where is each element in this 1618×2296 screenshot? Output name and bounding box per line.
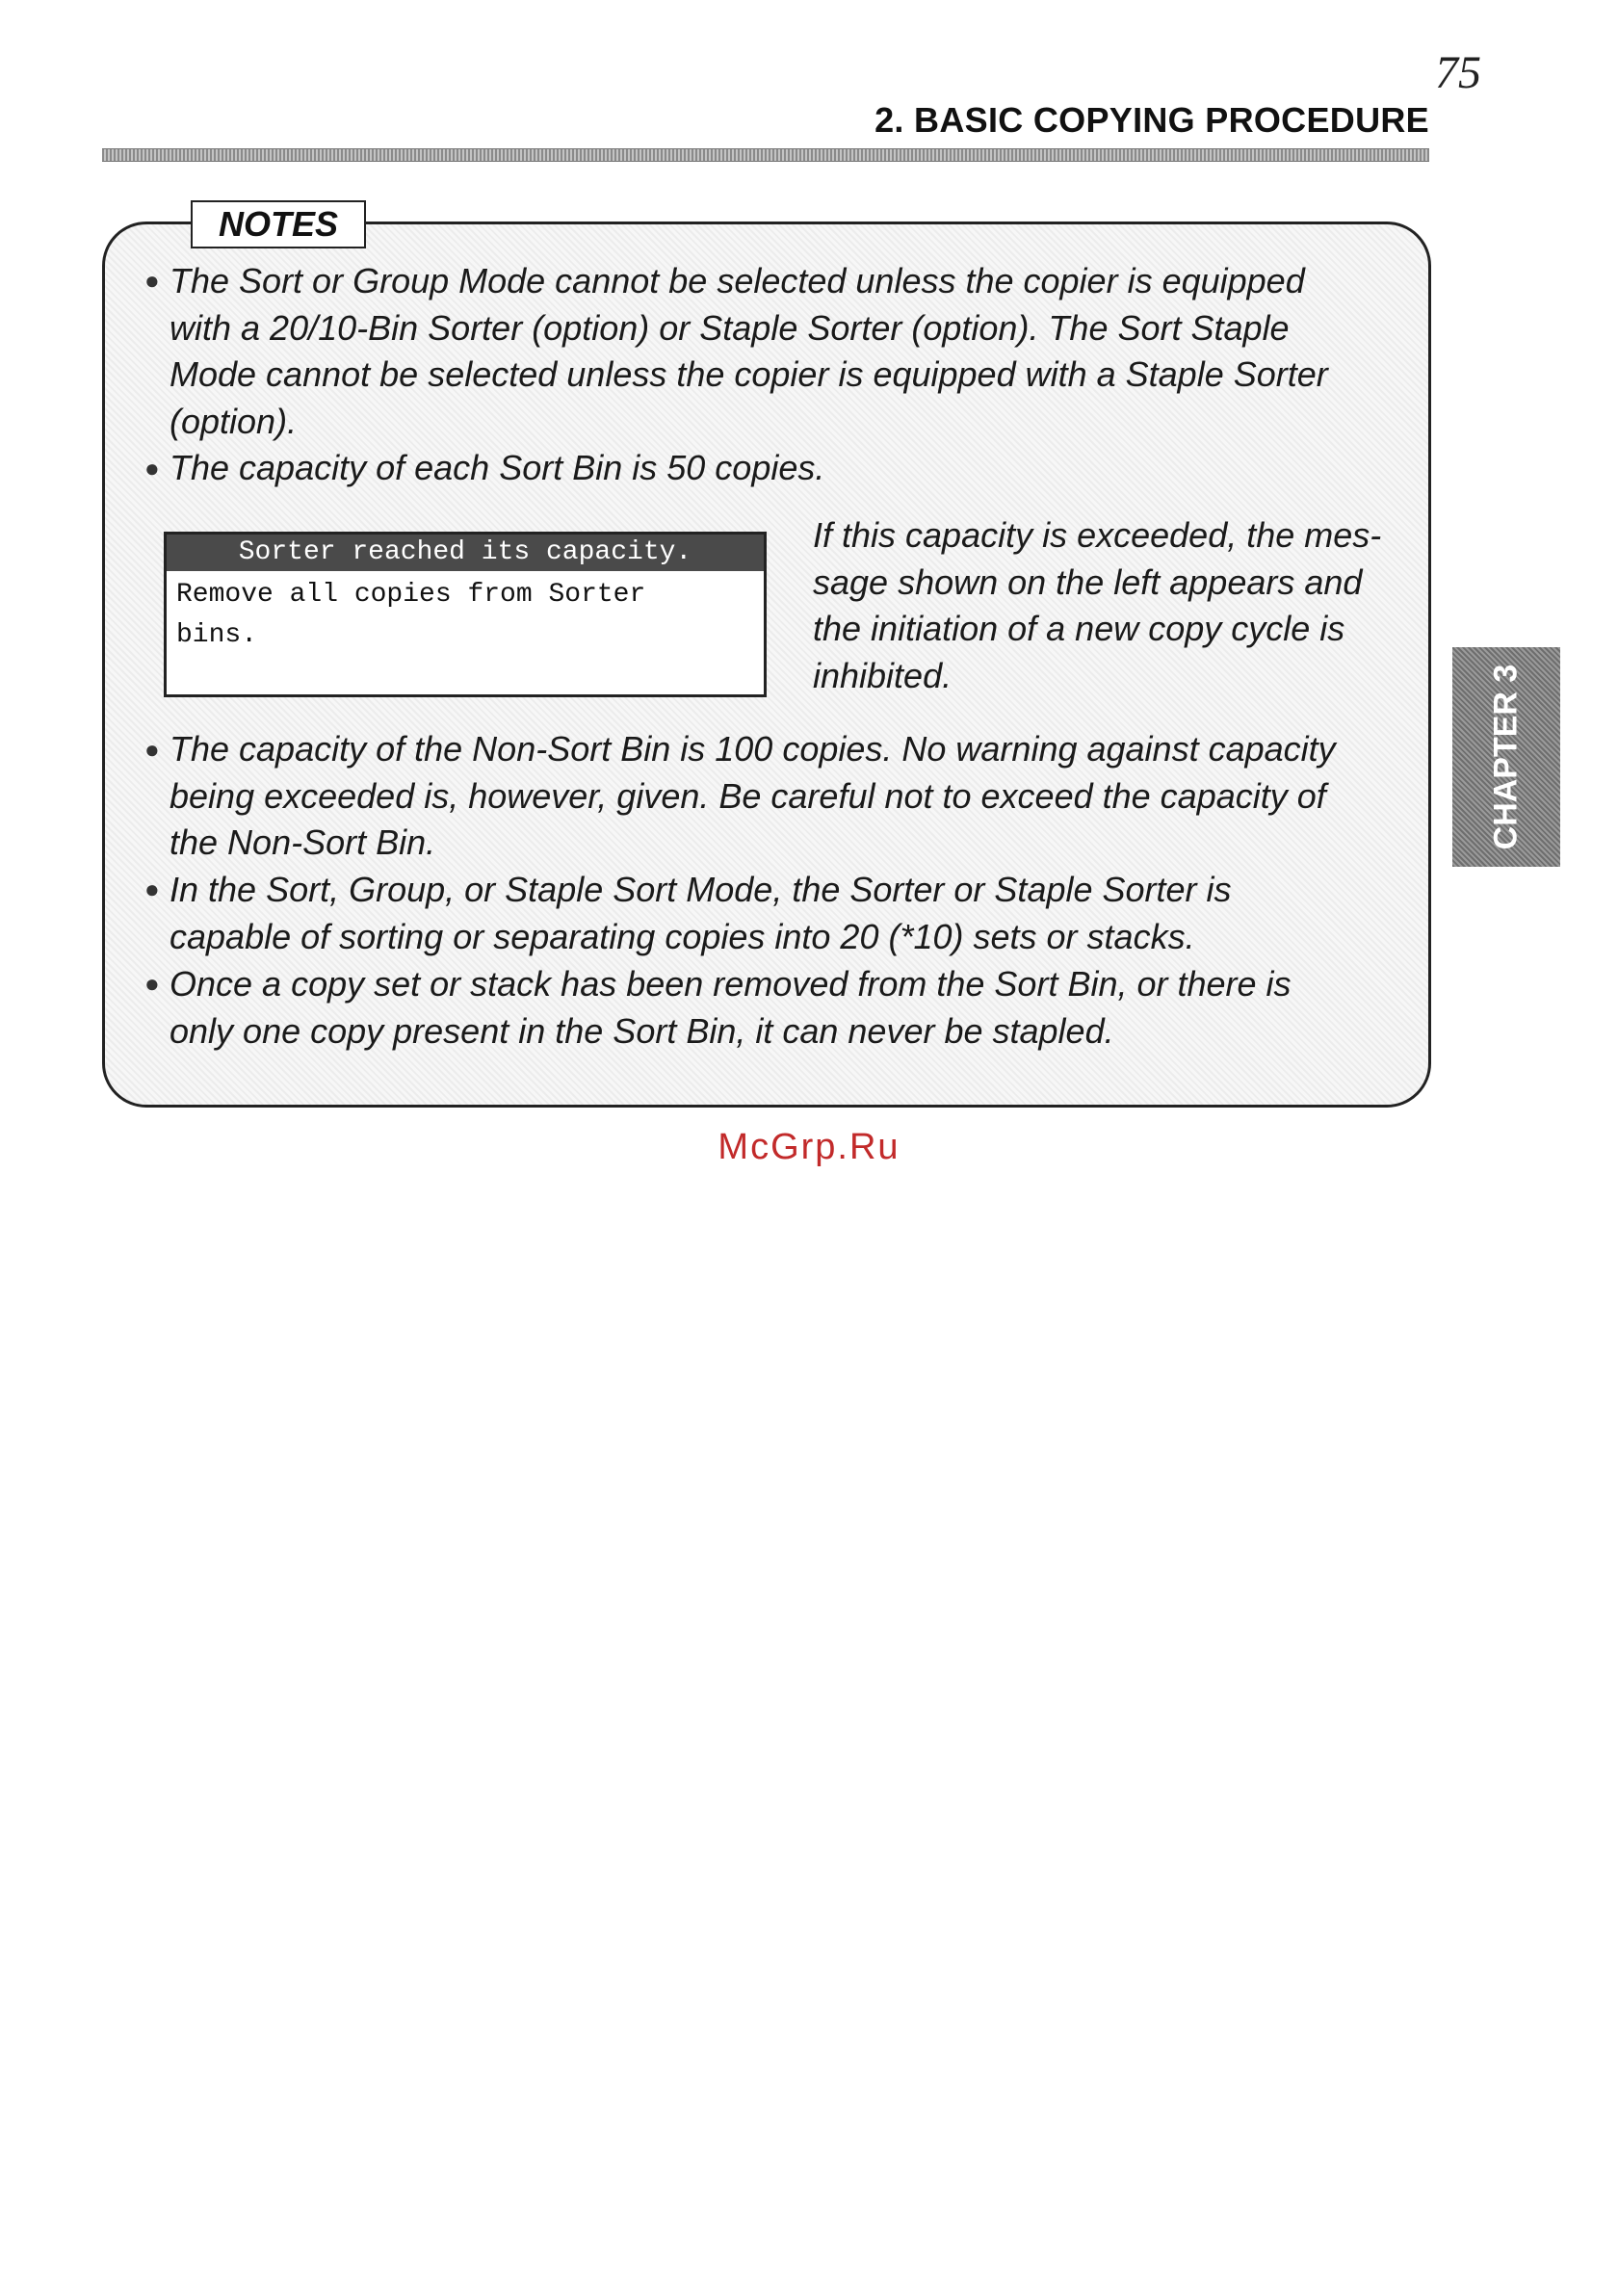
lcd-title: Sorter reached its capacity. (167, 535, 764, 571)
note-sort-bin-capacity (170, 445, 824, 492)
chapter-tab (1452, 647, 1560, 867)
lcd-line: bins. (176, 620, 258, 650)
note-line: Mode cannot be selected unless the copier is equipped with a Staple Sorter (170, 354, 1328, 394)
side-line: inhibited. (813, 655, 953, 695)
bullet-icon: ● (144, 735, 160, 764)
title-rule (102, 148, 1429, 162)
note-line: In the Sort, Group, or Staple Sort Mode, the Sorter or Staple Sorter is (170, 870, 1232, 909)
note-sort-group-mode (170, 258, 1328, 445)
lcd-message-panel (164, 532, 767, 697)
bullet-icon: ● (144, 454, 160, 483)
note-line: the Non-Sort Bin. (170, 822, 436, 862)
section-title: 2. BASIC COPYING PROCEDURE (874, 100, 1429, 140)
chapter-tab-label: CHAPTER 3 (1487, 664, 1525, 850)
notes-label: NOTES (191, 200, 366, 248)
note-line: The capacity of each Sort Bin is 50 copies. (170, 448, 825, 487)
bullet-icon: ● (144, 969, 160, 998)
bullet-icon: ● (144, 874, 160, 903)
note-line: The Sort or Group Mode cannot be selected unless the copier is equipped (170, 261, 1305, 300)
note-line: Once a copy set or stack has been removed from the Sort Bin, or there is (170, 964, 1292, 1004)
note-line: with a 20/10-Bin Sorter (option) or Staple Sorter (option). The Sort Staple (170, 307, 1290, 348)
side-line: If this capacity is exceeded, the mes- (813, 515, 1382, 555)
note-non-sort-bin (170, 726, 1336, 867)
lcd-body (167, 571, 764, 660)
watermark: McGrp.Ru (718, 1127, 900, 1167)
lcd-line: Remove all copies from Sorter (176, 580, 646, 610)
note-line: capable of sorting or separating copies into 20 (*10) sets or stacks. (170, 916, 1195, 956)
note-line: only one copy present in the Sort Bin, it can never be stapled. (170, 1010, 1114, 1051)
note-line: (option). (170, 401, 298, 441)
side-line: the initiation of a new copy cycle is (813, 609, 1345, 648)
note-stapling (170, 961, 1292, 1055)
capacity-exceeded-text (813, 512, 1429, 699)
page-number: 75 (1435, 47, 1481, 98)
bullet-icon: ● (144, 266, 160, 295)
note-sort-sets (170, 867, 1232, 960)
note-line: being exceeded is, however, given. Be careful not to exceed the capacity of (170, 775, 1326, 816)
note-line: The capacity of the Non-Sort Bin is 100 copies. No warning against capacity (170, 729, 1336, 769)
side-line: sage shown on the left appears and (813, 561, 1363, 602)
